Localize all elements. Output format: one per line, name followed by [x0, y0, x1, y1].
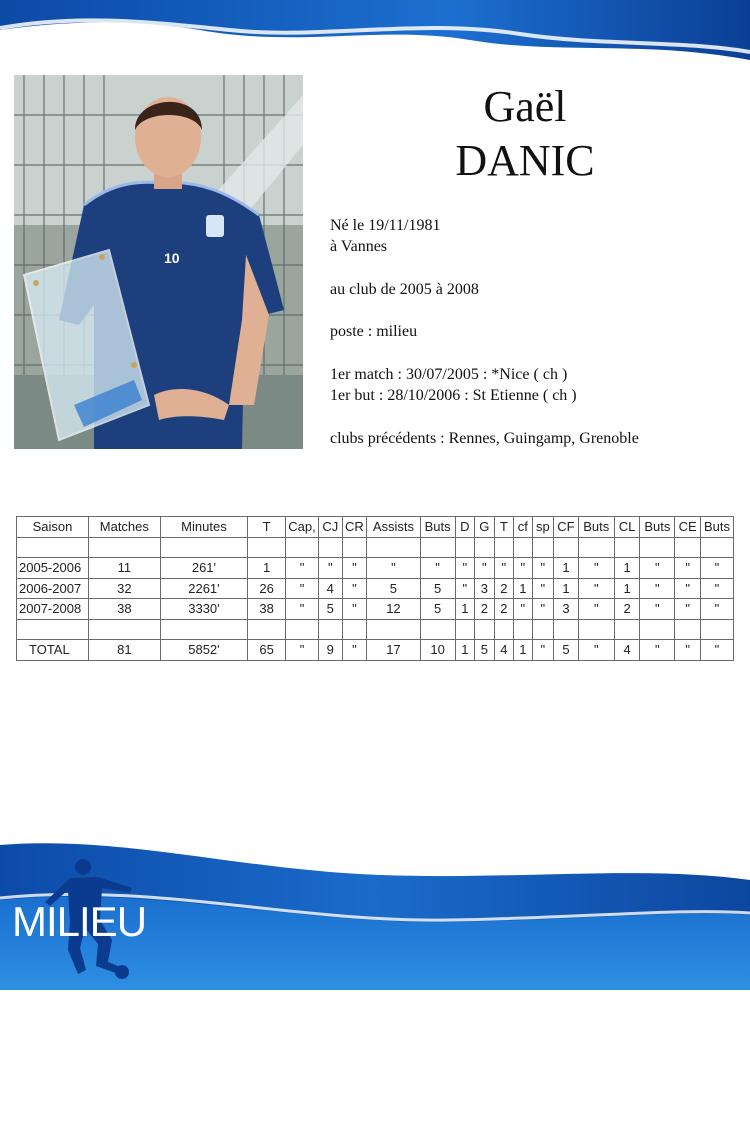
- table-cell: 2261': [160, 578, 247, 599]
- table-empty-cell: [367, 537, 420, 558]
- stats-header-cell: Saison: [17, 517, 89, 538]
- table-cell: ": [286, 558, 319, 579]
- club-period: au club de 2005 à 2008: [330, 281, 479, 298]
- table-cell: 5: [420, 599, 455, 620]
- table-cell: ": [420, 558, 455, 579]
- table-empty-cell: [367, 619, 420, 640]
- table-empty-cell: [532, 619, 554, 640]
- table-spacer-row: [17, 537, 734, 558]
- first-goal: 1er but : 28/10/2006 : St Etienne ( ch ): [330, 387, 577, 404]
- table-empty-cell: [614, 537, 640, 558]
- table-cell: ": [342, 599, 367, 620]
- table-empty-cell: [532, 537, 554, 558]
- table-cell: ": [532, 558, 554, 579]
- table-cell: ": [455, 578, 475, 599]
- table-empty-cell: [420, 537, 455, 558]
- table-cell: ": [640, 599, 675, 620]
- table-empty-cell: [700, 537, 733, 558]
- stats-header-cell: CJ: [318, 517, 342, 538]
- table-cell: 2: [494, 599, 514, 620]
- table-cell: ": [342, 578, 367, 599]
- table-cell: 17: [367, 640, 420, 661]
- table-cell: 1: [514, 640, 532, 661]
- table-empty-cell: [554, 619, 579, 640]
- table-empty-cell: [475, 619, 495, 640]
- table-empty-cell: [640, 537, 675, 558]
- table-cell: 3330': [160, 599, 247, 620]
- table-cell: 9: [318, 640, 342, 661]
- table-empty-cell: [342, 619, 367, 640]
- table-cell: ": [578, 558, 614, 579]
- top-wave-decoration: [0, 0, 750, 70]
- table-empty-cell: [614, 619, 640, 640]
- stats-header-cell: G: [475, 517, 495, 538]
- table-row: [17, 558, 734, 579]
- table-empty-cell: [455, 537, 475, 558]
- table-cell: 2006-2007: [17, 578, 89, 599]
- table-empty-cell: [578, 619, 614, 640]
- stats-header-cell: D: [455, 517, 475, 538]
- table-cell: 11: [88, 558, 160, 579]
- table-cell: 1: [554, 558, 579, 579]
- stats-header-cell: CL: [614, 517, 640, 538]
- table-cell: 38: [88, 599, 160, 620]
- stats-header-cell: T: [248, 517, 286, 538]
- table-cell: ": [318, 558, 342, 579]
- stats-header-cell: Buts: [420, 517, 455, 538]
- table-cell: ": [700, 578, 733, 599]
- stats-header-cell: Matches: [88, 517, 160, 538]
- table-cell: ": [532, 578, 554, 599]
- table-empty-cell: [17, 619, 89, 640]
- table-empty-cell: [475, 537, 495, 558]
- table-cell: ": [514, 558, 532, 579]
- table-cell: ": [675, 558, 701, 579]
- table-cell: ": [640, 558, 675, 579]
- table-cell: 12: [367, 599, 420, 620]
- table-empty-cell: [675, 619, 701, 640]
- table-empty-cell: [554, 537, 579, 558]
- birth-place: à Vannes: [330, 238, 388, 255]
- table-cell: 1: [614, 558, 640, 579]
- stats-header-cell: CR: [342, 517, 367, 538]
- table-empty-cell: [455, 619, 475, 640]
- table-cell: 2: [494, 578, 514, 599]
- table-cell: ": [675, 578, 701, 599]
- table-cell: 1: [514, 578, 532, 599]
- table-cell: ": [286, 640, 319, 661]
- table-empty-cell: [494, 537, 514, 558]
- stats-header-cell: CE: [675, 517, 701, 538]
- position-label: MILIEU: [12, 898, 147, 945]
- stats-header-cell: CF: [554, 517, 579, 538]
- table-row: [17, 578, 734, 599]
- table-cell: ": [578, 640, 614, 661]
- table-cell: 38: [248, 599, 286, 620]
- player-first-name: Gaël: [483, 82, 567, 131]
- table-empty-cell: [342, 537, 367, 558]
- table-cell: 5: [475, 640, 495, 661]
- table-row: [17, 599, 734, 620]
- stats-table: [16, 516, 734, 661]
- stats-header-cell: cf: [514, 517, 532, 538]
- table-empty-cell: [675, 537, 701, 558]
- table-cell: ": [532, 599, 554, 620]
- table-cell: 2: [475, 599, 495, 620]
- birth-date: Né le 19/11/1981: [330, 217, 441, 234]
- table-empty-cell: [640, 619, 675, 640]
- table-cell: 32: [88, 578, 160, 599]
- table-cell: 1: [455, 640, 475, 661]
- table-empty-cell: [248, 537, 286, 558]
- table-cell: 26: [248, 578, 286, 599]
- table-cell: 81: [88, 640, 160, 661]
- stats-header-row: [17, 517, 734, 538]
- stats-header-cell: Minutes: [160, 517, 247, 538]
- position-text: poste : milieu: [330, 323, 418, 340]
- table-cell: ": [532, 640, 554, 661]
- table-cell: ": [578, 599, 614, 620]
- table-empty-cell: [514, 619, 532, 640]
- table-cell: 65: [248, 640, 286, 661]
- table-spacer-row: [17, 619, 734, 640]
- table-cell: ": [700, 558, 733, 579]
- jersey-number: 10: [164, 250, 180, 266]
- table-cell: ": [640, 640, 675, 661]
- table-cell: ": [675, 640, 701, 661]
- player-photo: [14, 75, 303, 449]
- table-cell: ": [700, 640, 733, 661]
- table-empty-cell: [286, 619, 319, 640]
- table-cell: 5852': [160, 640, 247, 661]
- stats-header-cell: T: [494, 517, 514, 538]
- table-cell: ": [640, 578, 675, 599]
- table-cell: 1: [614, 578, 640, 599]
- table-empty-cell: [286, 537, 319, 558]
- table-cell: ": [700, 599, 733, 620]
- table-empty-cell: [420, 619, 455, 640]
- table-cell: ": [675, 599, 701, 620]
- table-cell: 5: [367, 578, 420, 599]
- table-cell: 4: [614, 640, 640, 661]
- table-cell: 4: [494, 640, 514, 661]
- table-cell: ": [342, 640, 367, 661]
- stats-header-cell: Buts: [700, 517, 733, 538]
- table-empty-cell: [160, 619, 247, 640]
- table-cell: 3: [554, 599, 579, 620]
- table-empty-cell: [88, 537, 160, 558]
- table-cell: ": [455, 558, 475, 579]
- stats-header-cell: Buts: [640, 517, 675, 538]
- table-cell: 1: [248, 558, 286, 579]
- table-empty-cell: [494, 619, 514, 640]
- table-cell: 5: [420, 578, 455, 599]
- table-empty-cell: [318, 537, 342, 558]
- table-empty-cell: [160, 537, 247, 558]
- table-cell: 2005-2006: [17, 558, 89, 579]
- table-cell: 1: [455, 599, 475, 620]
- table-cell: ": [475, 558, 495, 579]
- table-cell: 10: [420, 640, 455, 661]
- table-cell: 5: [318, 599, 342, 620]
- table-empty-cell: [17, 537, 89, 558]
- first-match: 1er match : 30/07/2005 : *Nice ( ch ): [330, 366, 568, 383]
- table-cell: ": [494, 558, 514, 579]
- stats-header-cell: Cap,: [286, 517, 319, 538]
- table-cell: 4: [318, 578, 342, 599]
- table-cell: ": [367, 558, 420, 579]
- table-empty-cell: [318, 619, 342, 640]
- stats-header-cell: sp: [532, 517, 554, 538]
- table-empty-cell: [578, 537, 614, 558]
- table-cell: ": [342, 558, 367, 579]
- stats-header-cell: Assists: [367, 517, 420, 538]
- table-empty-cell: [88, 619, 160, 640]
- table-cell: 1: [554, 578, 579, 599]
- table-empty-cell: [700, 619, 733, 640]
- table-cell: ": [578, 578, 614, 599]
- table-cell: 261': [160, 558, 247, 579]
- table-cell: 3: [475, 578, 495, 599]
- table-empty-cell: [514, 537, 532, 558]
- table-total-row: [17, 640, 734, 661]
- table-cell: ": [286, 599, 319, 620]
- table-cell: ": [514, 599, 532, 620]
- table-cell: 2: [614, 599, 640, 620]
- table-cell: TOTAL: [17, 640, 89, 661]
- table-cell: ": [286, 578, 319, 599]
- stats-header-cell: Buts: [578, 517, 614, 538]
- table-cell: 5: [554, 640, 579, 661]
- previous-clubs: clubs précédents : Rennes, Guingamp, Grenoble: [330, 430, 639, 447]
- player-last-name: DANIC: [455, 136, 595, 185]
- table-empty-cell: [248, 619, 286, 640]
- table-cell: 2007-2008: [17, 599, 89, 620]
